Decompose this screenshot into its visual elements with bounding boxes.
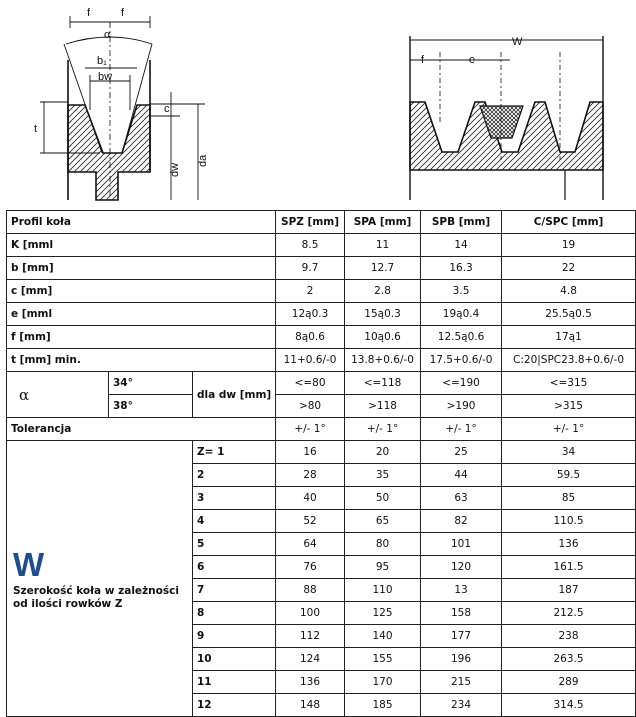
value-cell: C:20|SPC23.8+0.6/-0 — [502, 349, 636, 372]
value-cell: 155 — [345, 648, 421, 671]
value-cell: 9.7 — [276, 257, 345, 280]
label-f-left: f — [87, 7, 91, 19]
left-wheel-section — [68, 105, 150, 200]
value-cell: 158 — [421, 602, 502, 625]
alpha-symbol: α — [7, 372, 109, 418]
param-row — [7, 349, 636, 372]
groove-count: Z= 1 — [193, 441, 276, 464]
value-cell: 20 — [345, 441, 421, 464]
value-cell: 88 — [276, 579, 345, 602]
param-row — [7, 234, 636, 257]
value-cell: 177 — [421, 625, 502, 648]
value-cell: 13.8+0.6/-0 — [345, 349, 421, 372]
value-cell: +/- 1° — [276, 418, 345, 441]
value-cell: 289 — [502, 671, 636, 694]
value-cell: 19 — [502, 234, 636, 257]
value-cell: 64 — [276, 533, 345, 556]
value-cell: 120 — [421, 556, 502, 579]
value-cell: 263.5 — [502, 648, 636, 671]
value-cell: 215 — [421, 671, 502, 694]
param-label: c [mm] — [7, 280, 276, 303]
value-cell: 124 — [276, 648, 345, 671]
value-cell: >315 — [502, 395, 636, 418]
value-cell: 95 — [345, 556, 421, 579]
value-cell: 50 — [345, 487, 421, 510]
value-cell: 100 — [276, 602, 345, 625]
value-cell: 65 — [345, 510, 421, 533]
value-cell: 40 — [276, 487, 345, 510]
groove-count: 11 — [193, 671, 276, 694]
value-cell: 14 — [421, 234, 502, 257]
value-cell: 2 — [276, 280, 345, 303]
groove-count: 3 — [193, 487, 276, 510]
param-row — [7, 280, 636, 303]
value-cell: 196 — [421, 648, 502, 671]
value-cell: 212.5 — [502, 602, 636, 625]
param-label: e [mml — [7, 303, 276, 326]
value-cell: 140 — [345, 625, 421, 648]
value-cell: 12.7 — [345, 257, 421, 280]
value-cell: 22 — [502, 257, 636, 280]
tolerance-label: Tolerancja — [7, 418, 276, 441]
value-cell: 17ą1 — [502, 326, 636, 349]
value-cell: 28 — [276, 464, 345, 487]
value-cell: 52 — [276, 510, 345, 533]
value-cell: 110.5 — [502, 510, 636, 533]
value-cell: 12ą0.3 — [276, 303, 345, 326]
value-cell: <=315 — [502, 372, 636, 395]
width-section — [7, 441, 193, 717]
value-cell: 148 — [276, 694, 345, 717]
value-cell: 16 — [276, 441, 345, 464]
alpha-row — [7, 372, 636, 395]
label-t: t — [34, 123, 38, 135]
label-b1: b₁ — [97, 55, 107, 67]
label-bw: bw — [98, 71, 113, 83]
value-cell: 314.5 — [502, 694, 636, 717]
value-cell: 11+0.6/-0 — [276, 349, 345, 372]
value-cell: 2.8 — [345, 280, 421, 303]
value-cell: 234 — [421, 694, 502, 717]
groove-profile-drawing — [34, 7, 209, 200]
width-letter: W — [13, 545, 45, 583]
value-cell: 10ą0.6 — [345, 326, 421, 349]
label-c: c — [164, 103, 170, 115]
param-row — [7, 326, 636, 349]
groove-count: 9 — [193, 625, 276, 648]
value-cell: 187 — [502, 579, 636, 602]
label-da: da — [197, 154, 209, 167]
value-cell: 80 — [345, 533, 421, 556]
header-col: SPB [mm] — [421, 211, 502, 234]
tolerance-row — [7, 418, 636, 441]
groove-count: 4 — [193, 510, 276, 533]
value-cell: +/- 1° — [502, 418, 636, 441]
value-cell: 136 — [502, 533, 636, 556]
value-cell: 17.5+0.6/-0 — [421, 349, 502, 372]
label-f-right-drawing: f — [421, 54, 425, 66]
groove-count: 7 — [193, 579, 276, 602]
multi-groove-pulley-drawing — [410, 36, 603, 200]
alpha-angle: 38° — [109, 395, 193, 418]
value-cell: 25 — [421, 441, 502, 464]
value-cell: 85 — [502, 487, 636, 510]
header-col: SPZ [mm] — [276, 211, 345, 234]
value-cell: 12.5ą0.6 — [421, 326, 502, 349]
param-row — [7, 303, 636, 326]
value-cell: 238 — [502, 625, 636, 648]
header-row — [7, 211, 636, 234]
value-cell: +/- 1° — [421, 418, 502, 441]
groove-count: 6 — [193, 556, 276, 579]
value-cell: 25.5ą0.5 — [502, 303, 636, 326]
header-col: SPA [mm] — [345, 211, 421, 234]
label-dw: dw — [169, 162, 181, 177]
groove-count: 5 — [193, 533, 276, 556]
value-cell: 3.5 — [421, 280, 502, 303]
value-cell: <=118 — [345, 372, 421, 395]
value-cell: 161.5 — [502, 556, 636, 579]
value-cell: 110 — [345, 579, 421, 602]
value-cell: 125 — [345, 602, 421, 625]
value-cell: 185 — [345, 694, 421, 717]
alpha-dw-label: dla dw [mm] — [193, 372, 276, 418]
value-cell: 4.8 — [502, 280, 636, 303]
value-cell: 8.5 — [276, 234, 345, 257]
value-cell: >80 — [276, 395, 345, 418]
header-label: Profil koła — [7, 211, 276, 234]
value-cell: 8ą0.6 — [276, 326, 345, 349]
value-cell: <=80 — [276, 372, 345, 395]
label-f-right: f — [121, 7, 125, 19]
value-cell: 11 — [345, 234, 421, 257]
groove-count: 2 — [193, 464, 276, 487]
value-cell: 76 — [276, 556, 345, 579]
value-cell: 101 — [421, 533, 502, 556]
value-cell: >118 — [345, 395, 421, 418]
technical-drawings — [0, 0, 636, 208]
width-row — [7, 441, 636, 464]
param-row — [7, 257, 636, 280]
header-col: C/SPC [mm] — [502, 211, 636, 234]
label-W: W — [512, 36, 523, 48]
pulley-spec-table — [6, 210, 636, 717]
groove-count: 8 — [193, 602, 276, 625]
value-cell: 15ą0.3 — [345, 303, 421, 326]
value-cell: 34 — [502, 441, 636, 464]
width-description: Szerokość koła w zależności od ilości rowków Z — [13, 584, 179, 610]
param-label: K [mml — [7, 234, 276, 257]
value-cell: <=190 — [421, 372, 502, 395]
value-cell: >190 — [421, 395, 502, 418]
value-cell: 59.5 — [502, 464, 636, 487]
value-cell: 35 — [345, 464, 421, 487]
value-cell: +/- 1° — [345, 418, 421, 441]
value-cell: 136 — [276, 671, 345, 694]
param-label: b [mm] — [7, 257, 276, 280]
groove-count: 10 — [193, 648, 276, 671]
alpha-angle: 34° — [109, 372, 193, 395]
groove-count: 12 — [193, 694, 276, 717]
value-cell: 63 — [421, 487, 502, 510]
value-cell: 82 — [421, 510, 502, 533]
value-cell: 170 — [345, 671, 421, 694]
label-alpha: α — [104, 29, 111, 41]
value-cell: 44 — [421, 464, 502, 487]
value-cell: 19ą0.4 — [421, 303, 502, 326]
param-label: f [mm] — [7, 326, 276, 349]
value-cell: 13 — [421, 579, 502, 602]
param-label: t [mm] min. — [7, 349, 276, 372]
label-e: e — [469, 54, 476, 66]
value-cell: 16.3 — [421, 257, 502, 280]
value-cell: 112 — [276, 625, 345, 648]
